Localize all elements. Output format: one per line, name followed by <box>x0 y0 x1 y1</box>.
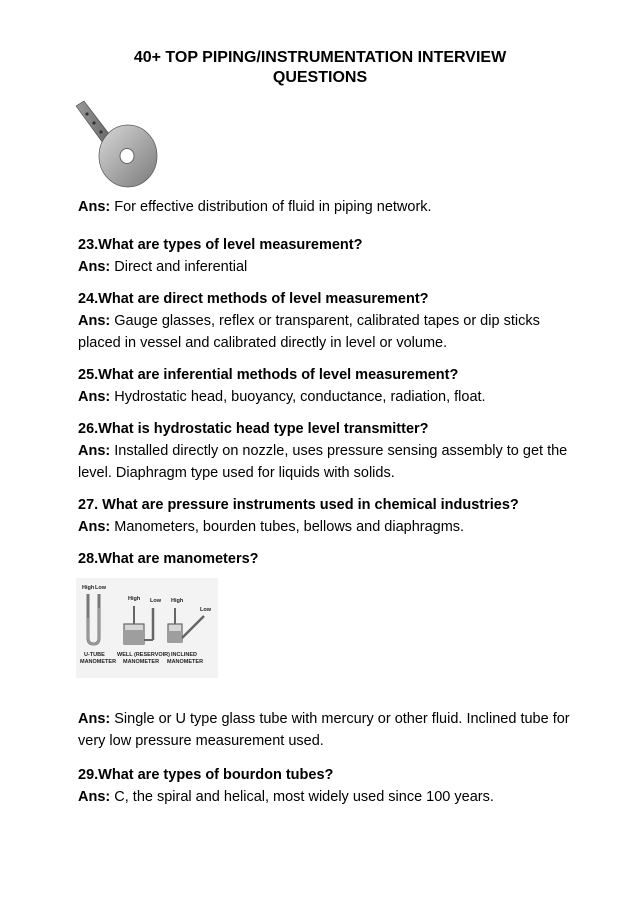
inclined-low-label: Low <box>200 607 211 613</box>
question-text: 29.What are types of bourdon tubes? <box>78 767 334 783</box>
title-line-2: QUESTIONS <box>272 69 368 86</box>
question-text: 23.What are types of level measurement? <box>78 237 363 253</box>
u-tube-high-label: High <box>82 585 95 591</box>
manometer-types-image <box>76 578 218 678</box>
qa-27 <box>78 494 578 538</box>
title-line-1: 40+ TOP PIPING/INSTRUMENTATION INTERVIEW <box>133 49 507 66</box>
question-text: 28.What are manometers? <box>78 551 259 567</box>
answer-text: Installed directly on nozzle, uses pressure sensing assembly to get the level. Diaphragm type used for liquids with solids. <box>78 443 568 481</box>
answer-text: For effective distribution of fluid in piping network. <box>114 199 432 215</box>
orifice-plate-image <box>70 98 170 193</box>
ans-label: Ans: <box>78 199 111 215</box>
ans-label: Ans: <box>78 443 111 459</box>
ans-label: Ans: <box>78 711 111 727</box>
qa-26 <box>78 418 578 484</box>
intro-answer <box>78 196 578 218</box>
answer-text: Manometers, bourden tubes, bellows and diaphragms. <box>114 519 465 535</box>
qa-25 <box>78 364 578 408</box>
inclined-high-label: High <box>171 598 184 604</box>
ans-label: Ans: <box>78 389 111 405</box>
question-text: 25.What are inferential methods of level measurement? <box>78 367 459 383</box>
well-low-label: Low <box>150 598 161 604</box>
u-tube-low-label: Low <box>95 585 106 591</box>
well-label-2: MANOMETER <box>123 659 160 665</box>
answer-text: Gauge glasses, reflex or transparent, calibrated tapes or dip sticks placed in vessel and calibrated directly in level or volume. <box>78 313 540 351</box>
qa-23 <box>78 234 578 278</box>
ans-label: Ans: <box>78 259 111 275</box>
question-text: 24.What are direct methods of level measurement? <box>78 291 429 307</box>
answer-text: Direct and inferential <box>114 259 248 275</box>
answer-text: Single or U type glass tube with mercury or other fluid. Inclined tube for very low pressure measurement used. <box>78 711 570 749</box>
qa-28-question <box>78 548 578 570</box>
qa-28-answer <box>78 708 578 752</box>
answer-text: C, the spiral and helical, most widely used since 100 years. <box>114 789 494 805</box>
qa-24 <box>78 288 578 354</box>
question-text: 27. What are pressure instruments used in chemical industries? <box>78 497 519 513</box>
inclined-label-1: INCLINED <box>171 652 197 658</box>
inclined-label-2: MANOMETER <box>167 659 204 665</box>
ans-label: Ans: <box>78 519 111 535</box>
well-label-1: WELL (RESERVOIR) <box>117 652 170 658</box>
answer-text: Hydrostatic head, buoyancy, conductance, radiation, float. <box>114 389 486 405</box>
ans-label: Ans: <box>78 313 111 329</box>
u-tube-label-1: U-TUBE <box>84 652 105 658</box>
page-title <box>70 48 570 88</box>
u-tube-label-2: MANOMETER <box>80 659 117 665</box>
qa-29 <box>78 764 578 808</box>
ans-label: Ans: <box>78 789 111 805</box>
question-text: 26.What is hydrostatic head type level transmitter? <box>78 421 429 437</box>
well-high-label: High <box>128 596 141 602</box>
